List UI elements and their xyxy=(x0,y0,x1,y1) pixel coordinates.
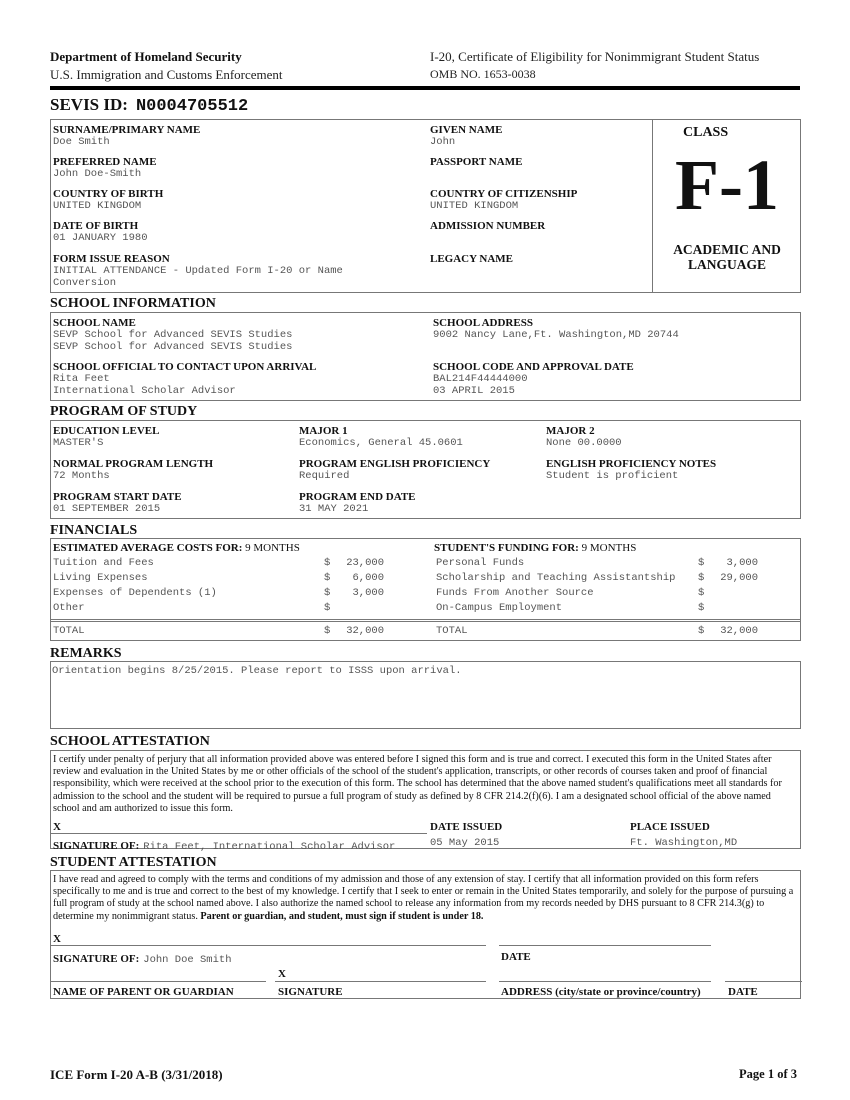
student-signature xyxy=(53,949,232,967)
place-issued-label: PLACE ISSUED xyxy=(630,821,710,833)
funding-header xyxy=(434,542,636,554)
cost-total-currency: $ xyxy=(324,625,331,637)
education-level-label: EDUCATION LEVEL xyxy=(53,425,160,437)
school-signature xyxy=(53,836,395,854)
major1-label: MAJOR 1 xyxy=(299,425,348,437)
cost-label: Living Expenses xyxy=(53,572,148,584)
parent-signature-label: SIGNATURE xyxy=(278,986,343,998)
funding-currency: $ xyxy=(698,572,705,584)
cost-total-amount: 32,000 xyxy=(346,625,384,637)
student-attestation-text xyxy=(53,874,798,923)
cost-label: Other xyxy=(53,602,85,614)
birth-country-value: UNITED KINGDOM xyxy=(53,200,142,212)
sevis-id-label: SEVIS ID: xyxy=(50,95,128,114)
funding-header-label: STUDENT'S FUNDING FOR: xyxy=(434,542,579,554)
school-code-label: SCHOOL CODE AND APPROVAL DATE xyxy=(433,361,634,373)
cost-currency: $ xyxy=(324,572,331,584)
education-level-value: MASTER'S xyxy=(53,437,104,449)
footer-form-id: ICE Form I-20 A-B (3/31/2018) xyxy=(50,1067,223,1082)
cost-currency: $ xyxy=(324,602,331,614)
school-info-title: SCHOOL INFORMATION xyxy=(50,296,216,311)
student-date-label: DATE xyxy=(501,951,531,963)
funding-currency: $ xyxy=(698,587,705,599)
funding-label: Personal Funds xyxy=(436,557,525,569)
issue-reason-value-line1: INITIAL ATTENDANCE - Updated Form I-20 or Name xyxy=(53,265,343,277)
program-length-label: NORMAL PROGRAM LENGTH xyxy=(53,458,214,470)
header-rule xyxy=(50,86,800,90)
class-label: CLASS xyxy=(683,125,729,140)
program-start-value: 01 SEPTEMBER 2015 xyxy=(53,503,161,515)
funding-currency: $ xyxy=(698,557,705,569)
admission-number-label: ADMISSION NUMBER xyxy=(430,220,546,232)
remarks-title: REMARKS xyxy=(50,646,122,661)
issue-reason-value-line2: Conversion xyxy=(53,277,117,289)
student-signature-label: SIGNATURE OF: xyxy=(53,953,140,965)
funding-total-currency: $ xyxy=(698,625,705,637)
surname-label: SURNAME/PRIMARY NAME xyxy=(53,124,201,136)
place-issued-value: Ft. Washington,MD xyxy=(630,837,738,849)
class-code: F-1 xyxy=(675,145,779,225)
remarks-text: Orientation begins 8/25/2015. Please report to ISSS upon arrival. xyxy=(52,665,462,677)
funding-row xyxy=(51,557,800,572)
school-name-line2: SEVP School for Advanced SEVIS Studies xyxy=(53,341,293,353)
remarks-box xyxy=(50,661,801,729)
cost-label: Tuition and Fees xyxy=(53,557,154,569)
funding-amount: 29,000 xyxy=(720,572,758,584)
dob-value: 01 JANUARY 1980 xyxy=(53,232,148,244)
footer-page-number: Page 1 of 3 xyxy=(739,1067,797,1081)
school-sign-x: X xyxy=(53,821,61,833)
given-name-value: John xyxy=(430,136,456,148)
birth-country-label: COUNTRY OF BIRTH xyxy=(53,188,164,200)
school-info-box xyxy=(50,312,801,401)
program-box xyxy=(50,420,801,519)
sub-agency-name: U.S. Immigration and Customs Enforcement xyxy=(50,67,283,82)
parent-signature-line[interactable] xyxy=(275,981,486,982)
class-description-line1: ACADEMIC AND xyxy=(673,242,781,257)
funding-currency: $ xyxy=(698,602,705,614)
school-official-name: Rita Feet xyxy=(53,373,110,385)
passport-name-label: PASSPORT NAME xyxy=(430,156,523,168)
program-end-value: 31 MAY 2021 xyxy=(299,503,369,515)
financials-title: FINANCIALS xyxy=(50,523,138,538)
student-date-line[interactable] xyxy=(499,945,711,946)
cost-currency: $ xyxy=(324,557,331,569)
sevis-id xyxy=(50,95,248,116)
major2-value: None 00.0000 xyxy=(546,437,622,449)
class-description xyxy=(653,242,801,272)
cost-amount: 3,000 xyxy=(352,587,384,599)
funding-total-row xyxy=(51,625,800,640)
school-name-line1: SEVP School for Advanced SEVIS Studies xyxy=(53,329,293,341)
costs-header xyxy=(53,542,300,554)
cost-currency: $ xyxy=(324,587,331,599)
student-attestation-body: I have read and agreed to comply with the terms and conditions of my admission and those of any extension of stay. I certify that all information provided on this form refers specifically to me and is true and correct to the best of my knowledge. I certify that I seek to enter or remain in the United States temporarily, and solely for the purpose of pursuing a full program of study at the school named above. I also authorize the named school to release any information from my records needed by DHS pursuant to 8 CFR 214.3(g) to determine my nonimmigrant status. xyxy=(53,874,794,922)
parent-date-line[interactable] xyxy=(725,981,802,982)
surname-value: Doe Smith xyxy=(53,136,110,148)
form-title: I-20, Certificate of Eligibility for Nonimmigrant Student Status xyxy=(430,49,760,64)
parent-date-label: DATE xyxy=(728,986,758,998)
preferred-name-value: John Doe-Smith xyxy=(53,168,142,180)
funding-label: Funds From Another Source xyxy=(436,587,594,599)
cost-label: Expenses of Dependents (1) xyxy=(53,587,217,599)
parent-sign-x: X xyxy=(278,968,286,980)
dob-label: DATE OF BIRTH xyxy=(53,220,139,232)
funding-amount: 3,000 xyxy=(726,557,758,569)
student-signature-line[interactable] xyxy=(51,945,486,946)
funding-label: On-Campus Employment xyxy=(436,602,563,614)
funding-total-amount: 32,000 xyxy=(720,625,758,637)
given-name-label: GIVEN NAME xyxy=(430,124,503,136)
school-address-label: SCHOOL ADDRESS xyxy=(433,317,533,329)
preferred-name-label: PREFERRED NAME xyxy=(53,156,157,168)
financials-box xyxy=(50,538,801,641)
major2-label: MAJOR 2 xyxy=(546,425,595,437)
school-approval-date: 03 APRIL 2015 xyxy=(433,385,515,397)
date-issued-value: 05 May 2015 xyxy=(430,837,500,849)
issue-reason-label: FORM ISSUE REASON xyxy=(53,253,170,265)
legacy-name-label: LEGACY NAME xyxy=(430,253,514,265)
english-proficiency-label: PROGRAM ENGLISH PROFICIENCY xyxy=(299,458,491,470)
class-description-line2: LANGUAGE xyxy=(687,257,766,272)
program-title: PROGRAM OF STUDY xyxy=(50,404,198,419)
parent-name-line[interactable] xyxy=(51,981,266,982)
citizenship-value: UNITED KINGDOM xyxy=(430,200,519,212)
proficiency-notes-label: ENGLISH PROFICIENCY NOTES xyxy=(546,458,717,470)
school-signature-line[interactable] xyxy=(51,833,427,834)
citizenship-label: COUNTRY OF CITIZENSHIP xyxy=(430,188,578,200)
funding-total-label: TOTAL xyxy=(436,625,468,637)
costs-period: 9 MONTHS xyxy=(245,542,300,554)
totals-divider xyxy=(51,619,800,622)
funding-row xyxy=(51,602,800,617)
proficiency-notes-value: Student is proficient xyxy=(546,470,679,482)
student-attestation-box xyxy=(50,870,801,999)
funding-label: Scholarship and Teaching Assistantship xyxy=(436,572,676,584)
school-signature-label: SIGNATURE OF: xyxy=(53,840,140,852)
student-sign-x: X xyxy=(53,933,61,945)
major1-value: Economics, General 45.0601 xyxy=(299,437,463,449)
date-issued-label: DATE ISSUED xyxy=(430,821,503,833)
cost-amount: 23,000 xyxy=(346,557,384,569)
program-length-value: 72 Months xyxy=(53,470,110,482)
school-signature-value: Rita Feet, International Scholar Advisor xyxy=(143,841,396,853)
english-proficiency-value: Required xyxy=(299,470,350,482)
cost-amount: 6,000 xyxy=(352,572,384,584)
personal-info-box xyxy=(50,119,801,293)
costs-header-label: ESTIMATED AVERAGE COSTS FOR: xyxy=(53,542,243,554)
agency-name: Department of Homeland Security xyxy=(50,49,242,64)
school-official-title: International Scholar Advisor xyxy=(53,385,236,397)
school-code-value: BAL214F44444000 xyxy=(433,373,528,385)
parent-name-label: NAME OF PARENT OR GUARDIAN xyxy=(53,986,234,998)
omb-number: OMB NO. 1653-0038 xyxy=(430,67,536,81)
student-attestation-title: STUDENT ATTESTATION xyxy=(50,855,217,870)
school-attestation-title: SCHOOL ATTESTATION xyxy=(50,734,210,749)
parent-address-label: ADDRESS (city/state or province/country) xyxy=(501,986,701,998)
student-signature-value: John Doe Smith xyxy=(143,954,232,966)
funding-row xyxy=(51,587,800,602)
sevis-id-value: N0004705512 xyxy=(135,97,249,116)
school-official-label: SCHOOL OFFICIAL TO CONTACT UPON ARRIVAL xyxy=(53,361,317,373)
funding-row xyxy=(51,572,800,587)
parent-address-line[interactable] xyxy=(499,981,711,982)
cost-total-label: TOTAL xyxy=(53,625,85,637)
program-end-label: PROGRAM END DATE xyxy=(299,491,416,503)
school-attestation-text: I certify under penalty of perjury that all information provided above was entered before I signed this form and is true and correct. I executed this form in the United States after review and evaluation in the United States by me or other officials of the school of the student's application, transcripts, or other records of courses taken and proof of financial responsibility, which were received at the school prior to the execution of this form. The school has determined that the above named student's qualifications meet all standards for admission to the school and the student will be required to pursue a full program of study as defined by 8 CFR 214.2(f)(6). I am a designated school official of the above named school and am authorized to issue this form. xyxy=(53,754,782,814)
program-start-label: PROGRAM START DATE xyxy=(53,491,182,503)
school-name-label: SCHOOL NAME xyxy=(53,317,136,329)
school-attestation-box xyxy=(50,750,801,853)
student-attestation-bold-note: Parent or guardian, and student, must sign if student is under 18. xyxy=(200,910,484,922)
school-address-value: 9002 Nancy Lane,Ft. Washington,MD 20744 xyxy=(433,329,679,341)
funding-period: 9 MONTHS xyxy=(581,542,637,554)
